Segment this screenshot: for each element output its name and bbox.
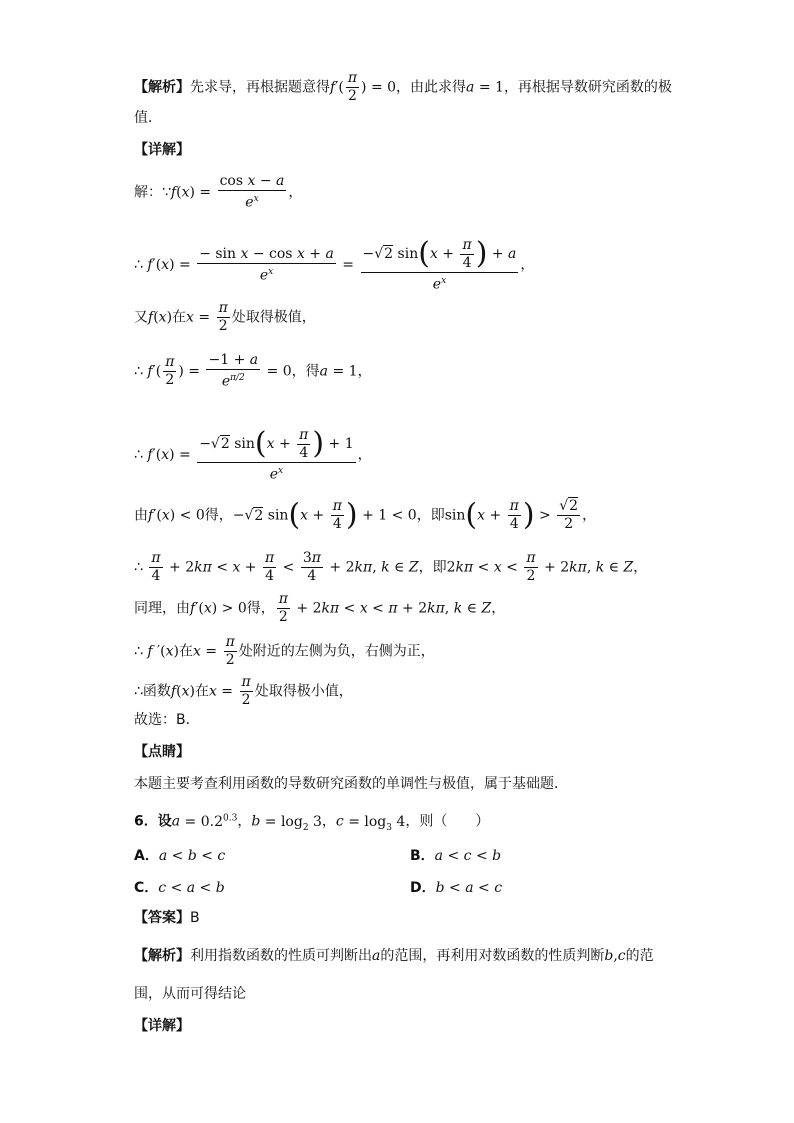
- step-5: ∴ f′(x) = −√2 sin(x + $\frac{\pi}{4}$ ) + 1 $e^x$ ，: [134, 426, 372, 483]
- analysis2-line-2: 围，从而可得结论: [134, 986, 246, 1002]
- comment-text: 本题主要考查利用函数的导数研究函数的单调性与极值，属于基础题．: [134, 776, 568, 792]
- analysis-line-1: 【解析】先求导，再根据题意得f′( $\frac{\pi}{2}$ ) = 0，由此求得a = 1，再根据导数研究函数的极: [134, 70, 672, 104]
- answer-value: B: [190, 910, 200, 926]
- step-8: 同理，由f′(x) > 0得， $\frac{\pi}{2}$ + 2kπ < x < π + 2kπ, k ∈ Z，: [134, 591, 506, 625]
- answer-label: 【答案】: [134, 910, 190, 926]
- comment-label: 【点睛】: [134, 744, 190, 760]
- analysis-text-3: ，再根据导数研究函数的极: [503, 79, 672, 96]
- analysis2-line-1: 【解析】利用指数函数的性质可判断出a的范围，再利用对数函数的性质判断b,c的范: [134, 948, 654, 964]
- answer-line: [134, 908, 200, 928]
- step-7: ∴ $\frac{\pi}{4}$ + 2kπ < x + $\frac{\pi}{4}$ < $\frac{3\pi}{4}$ + 2kπ, k ∈ Z，即2kπ < x < $\frac{\pi}{2}$ + 2kπ, k ∈ Z，: [134, 550, 648, 584]
- analysis-label: 【解析】: [134, 79, 190, 96]
- option-a[interactable]: A．a < b < c: [134, 848, 226, 864]
- question-number: 6．: [134, 813, 158, 830]
- analysis-text-2: ，由此求得: [396, 79, 467, 96]
- option-c[interactable]: C．c < a < b: [134, 880, 225, 896]
- step-6: 由f′(x) < 0得，−√2 sin(x + $\frac{\pi}{4}$ ) + 1 < 0，即sin(x + $\frac{\pi}{4}$ ) > $\frac{√2}{2}$ ，: [134, 497, 597, 533]
- step-10: ∴函数f(x)在x = $\frac{\pi}{2}$ 处取得极小值，: [134, 674, 353, 708]
- option-b[interactable]: B．a < c < b: [410, 848, 502, 864]
- step-4: ∴ f′( $\frac{\pi}{2}$ ) = $\frac{-1 + a}{e^{\pi/2}}$ = 0，得a = 1，: [134, 352, 372, 390]
- detail-label-2: 【详解】: [134, 1018, 190, 1034]
- analysis-text-4: 值．: [134, 110, 162, 126]
- step-2: ∴ f′(x) = $\frac{\text{− sin x − cos x + a}}{e^x}$ = −√2 sin(x + $\frac{\pi}{4}$ ) + a $e^x$ ，: [134, 236, 535, 293]
- step-1: 解：∵f(x) = $\frac{\text{cos x − a}}{e^x}$ ，: [134, 173, 303, 211]
- step-11: 故选：B．: [134, 712, 200, 728]
- question-6: 6．设$a = 0.2^{0.3}$，$b = \log_2 3$，$c = \log_3 4$，则（ ）: [134, 813, 490, 833]
- detail-label: 【详解】: [134, 142, 190, 158]
- step-3: 又f(x)在x = $\frac{\pi}{2}$ 处取得极值，: [134, 300, 316, 334]
- option-d[interactable]: D．b < a < c: [410, 880, 503, 896]
- analysis-line-2: [134, 108, 162, 128]
- step-9: ∴ f ′(x)在x = $\frac{\pi}{2}$ 处附近的左侧为负，右侧为正，: [134, 634, 435, 668]
- analysis-text-1: 先求导，再根据题意得: [190, 79, 330, 96]
